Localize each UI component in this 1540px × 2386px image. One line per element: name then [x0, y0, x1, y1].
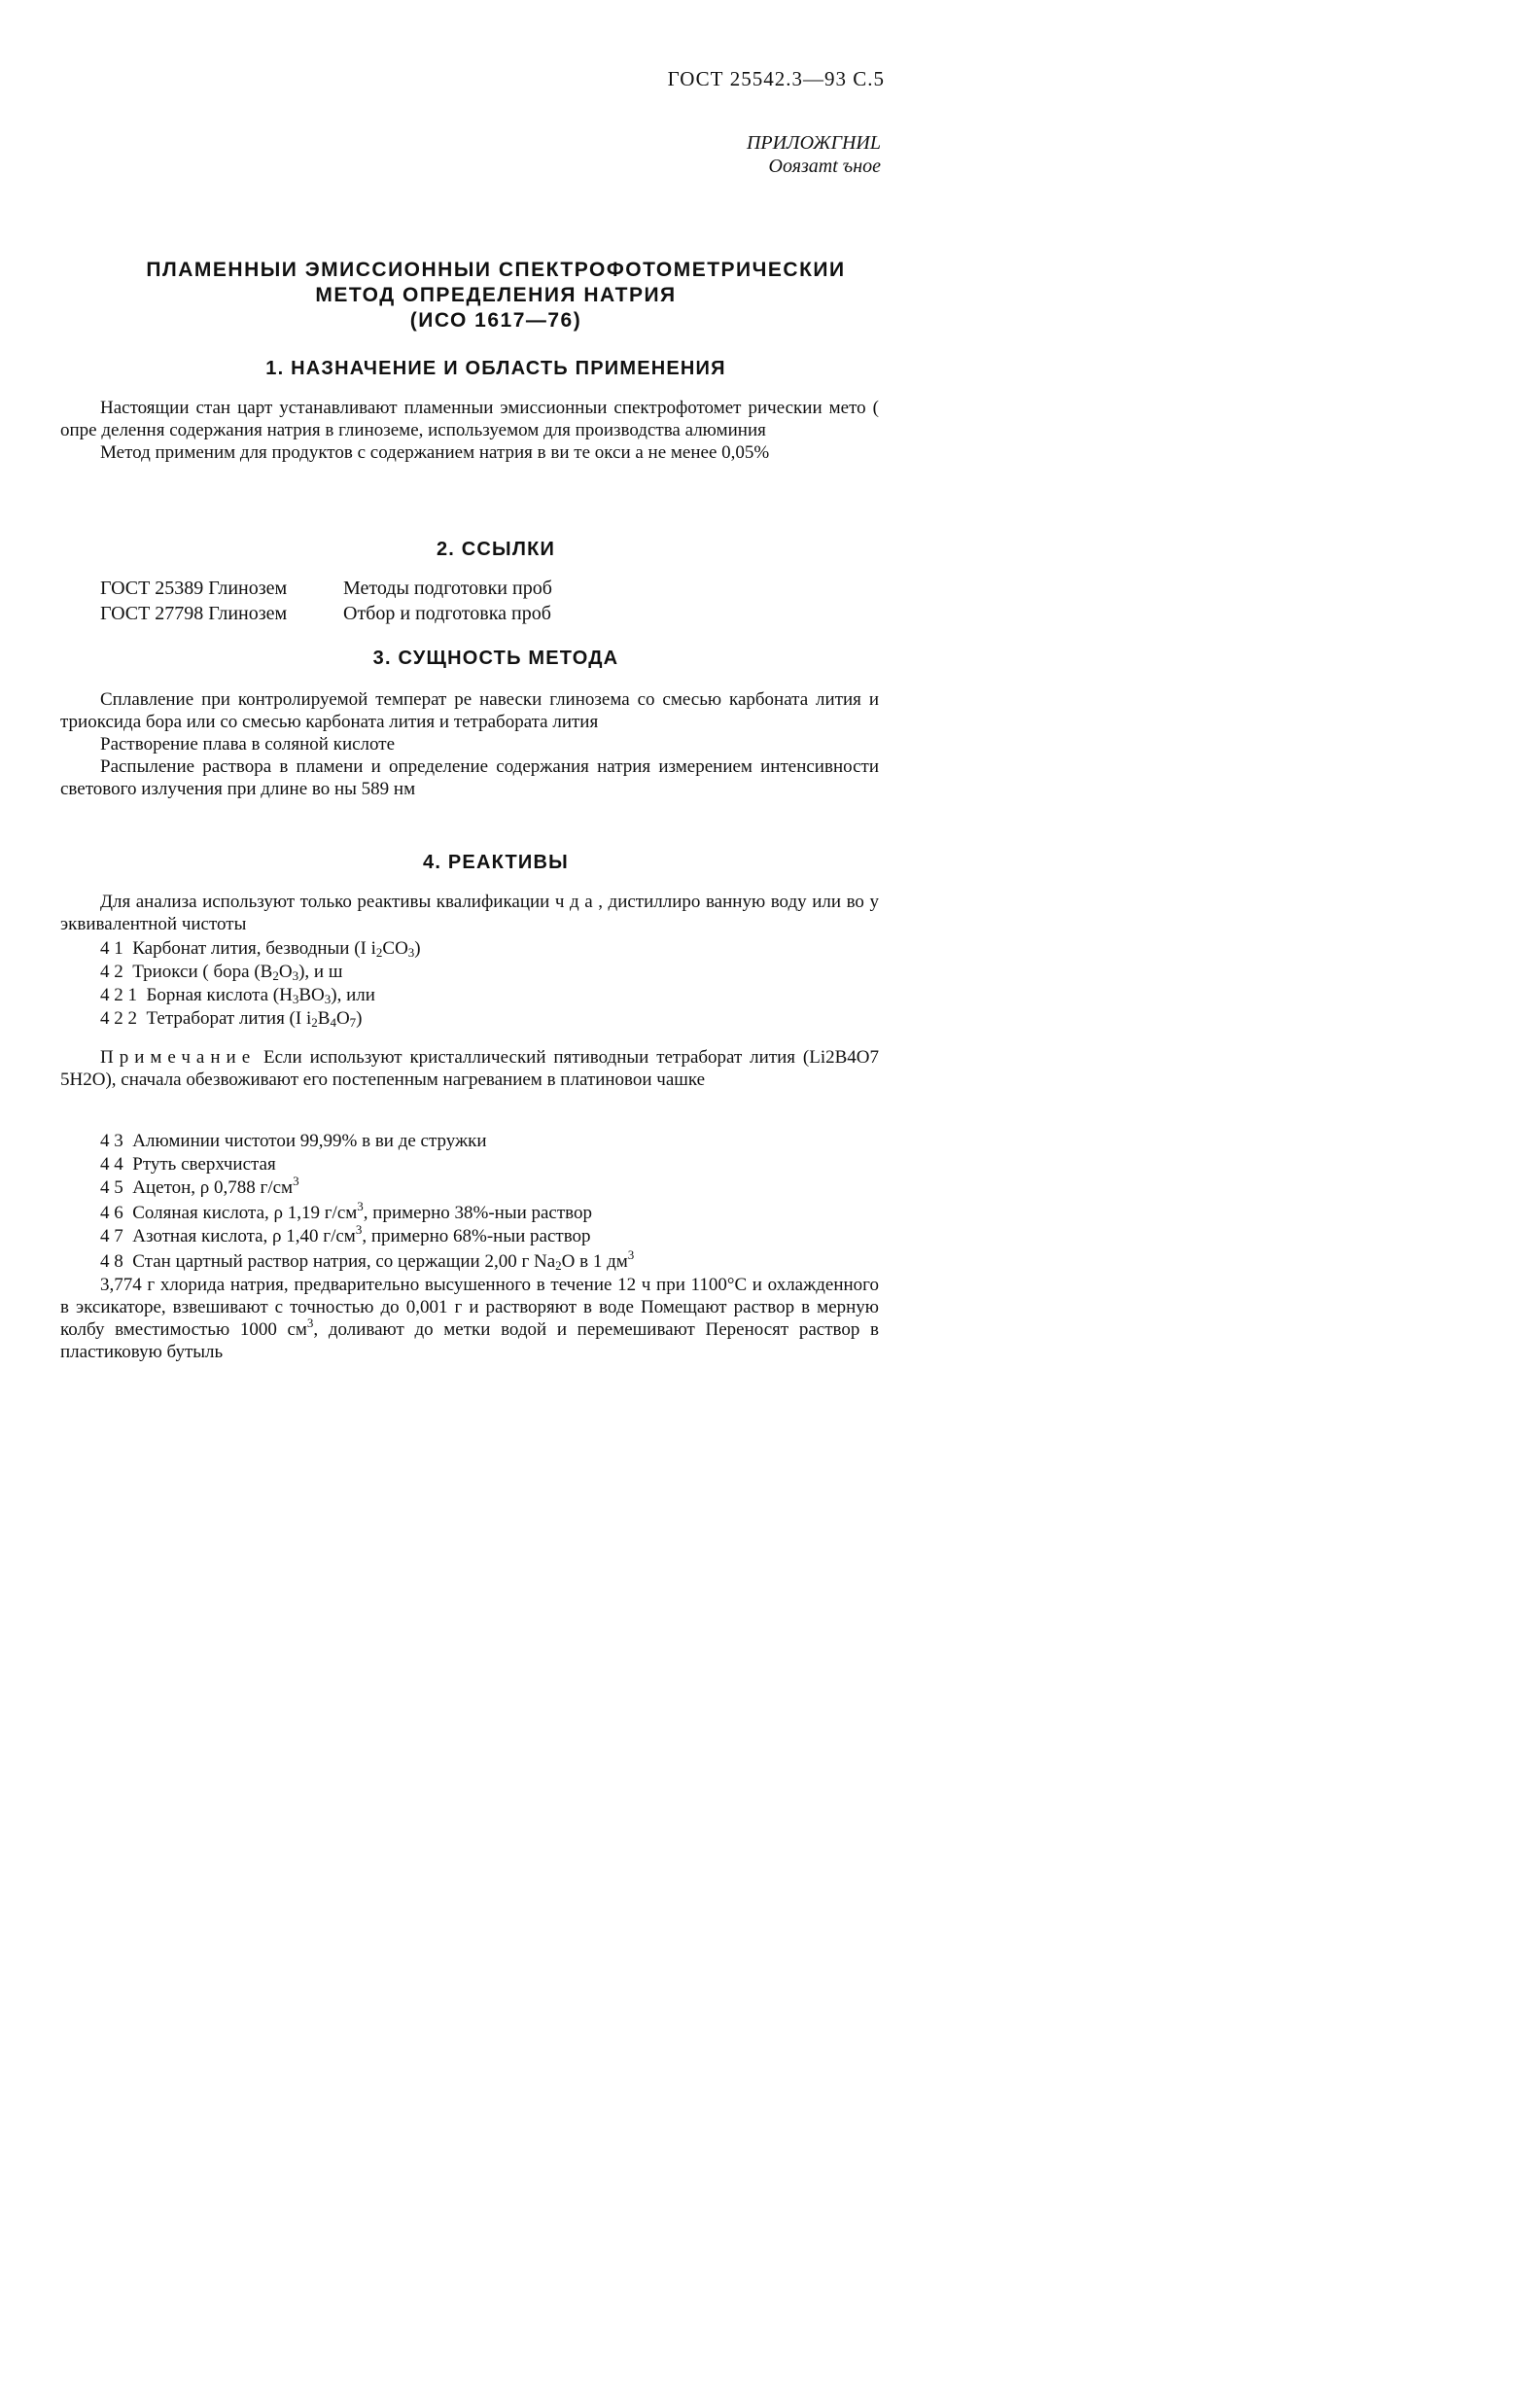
reference-title: Отбор и подготовка проб — [343, 603, 551, 624]
reference-row — [100, 603, 551, 625]
section-4-intro: Для анализа используют только реактивы квалификации ч д а , дистиллиро ванную воду или во у эквивалентной чистоты — [60, 892, 879, 934]
reagent-item-4-4: 4 4 Ртуть сверхчистая — [100, 1154, 276, 1175]
reagent-item-4-8: 4 8 Стан цартный раствор натрия, со цержащии 2,00 г $Na_2O$ в 1 $дм^3$ — [100, 1247, 635, 1273]
section-1-paragraph-2: Метод применим для продуктов с содержанием натрия в ви те окси а не менее 0,05% — [100, 442, 770, 463]
section-3-paragraph-1: Сплавление при контролируемой температ ре навески глинозема со смесью карбоната лития и триоксида бора или со смесью карбоната лития и тетрабората лития — [60, 689, 879, 732]
section-2-heading: 2. ССЫЛКИ — [436, 539, 556, 560]
document-reference: ГОСТ 25542.3—93 С.5 — [667, 67, 885, 90]
title-line-3: (ИСО 1617—76) — [409, 309, 582, 332]
reagent-item-4-2-2: 4 2 2 Тетраборат лития (I $i_2B_4O_7$) — [100, 1008, 363, 1030]
section-1-heading: 1. НАЗНАЧЕНИЕ И ОБЛАСТЬ ПРИМЕНЕНИЯ — [265, 358, 726, 379]
reagent-item-4-7: 4 7 Азотная кислота, ρ 1,40 $г/см^3$, примерно 68%-ныи раствор — [100, 1222, 591, 1246]
title-line-1: ПЛАМЕННЫИ ЭМИССИОННЫИ СПЕКТРОФОТОМЕТРИЧЕСКИИ — [146, 259, 846, 281]
note-label: Примечание — [100, 1047, 257, 1068]
reference-row — [100, 578, 552, 600]
reagent-item-4-1: 4 1 Карбонат лития, безводныи (I $i_2CO_3$) — [100, 938, 421, 960]
reference-standard: ГОСТ 27798 Глинозем — [100, 603, 288, 624]
reference-standard: ГОСТ 25389 Глинозем — [100, 578, 288, 599]
section-4-final-paragraph: 3,774 г хлорида натрия, предварительно высушенного в течение 12 ч при 1100°С и охлажденного в эксикаторе, взвешивают с точностью до 0,001 г и растворяют в воде Помещают раствор в мерную колбу вместимостью 1000 $см^3$, доливают до метки водой и перемешивают Переносят раствор в пластиковую бутыль — [60, 1275, 879, 1362]
section-3-paragraph-2: Растворение плава в соляной кислоте — [100, 734, 396, 754]
section-4-heading: 4. РЕАКТИВЫ — [423, 852, 569, 873]
document-page — [0, 0, 996, 1542]
appendix-type: Ооязатt ъное — [768, 156, 881, 177]
section-3-paragraph-3: Распыление раствора в пламени и определение содержания натрия измерением интенсивности светового излучения при длине во ны 589 нм — [60, 756, 879, 799]
note-text: Если используют кристаллический пятиводныи тетраборат лития (Li2B4O7 5H2O), сначала обезвоживают его постепенным нагреванием в платиновои чашке — [60, 1047, 880, 1090]
appendix-label: ПРИЛОЖГНИL — [746, 132, 881, 154]
section-1-paragraph-1: Настоящии стан царт устанавливают пламенныи эмиссионныи спектрофотомет рическии мето ( опре делення содержания натрия в глиноземе, используемом для производства алюминия — [60, 398, 879, 440]
reagent-item-4-6: 4 6 Соляная кислота, ρ 1,19 $г/см^3$, примерно 38%-ныи раствор — [100, 1199, 593, 1223]
section-1-body — [60, 397, 879, 464]
reagent-item-4-3: 4 3 Алюминии чистотои 99,99% в ви де стружки — [100, 1131, 487, 1151]
reference-title: Методы подготовки проб — [343, 578, 552, 599]
reagent-item-4-2-1: 4 2 1 Борная кислота $(H_3BO_3)$, или — [100, 985, 375, 1006]
section-3-body — [60, 688, 879, 800]
reagent-item-4-5: 4 5 Ацетон, ρ 0,788 $г/см^3$ — [100, 1174, 299, 1198]
section-4-note — [60, 1046, 879, 1091]
title-line-2: МЕТОД ОПРЕДЕЛЕНИЯ НАТРИЯ — [315, 284, 677, 306]
section-3-heading: 3. СУЩНОСТЬ МЕТОДА — [372, 648, 619, 669]
reagent-item-4-2: 4 2 Триокси ( бора $(B_2O_3)$, и ш — [100, 962, 343, 983]
